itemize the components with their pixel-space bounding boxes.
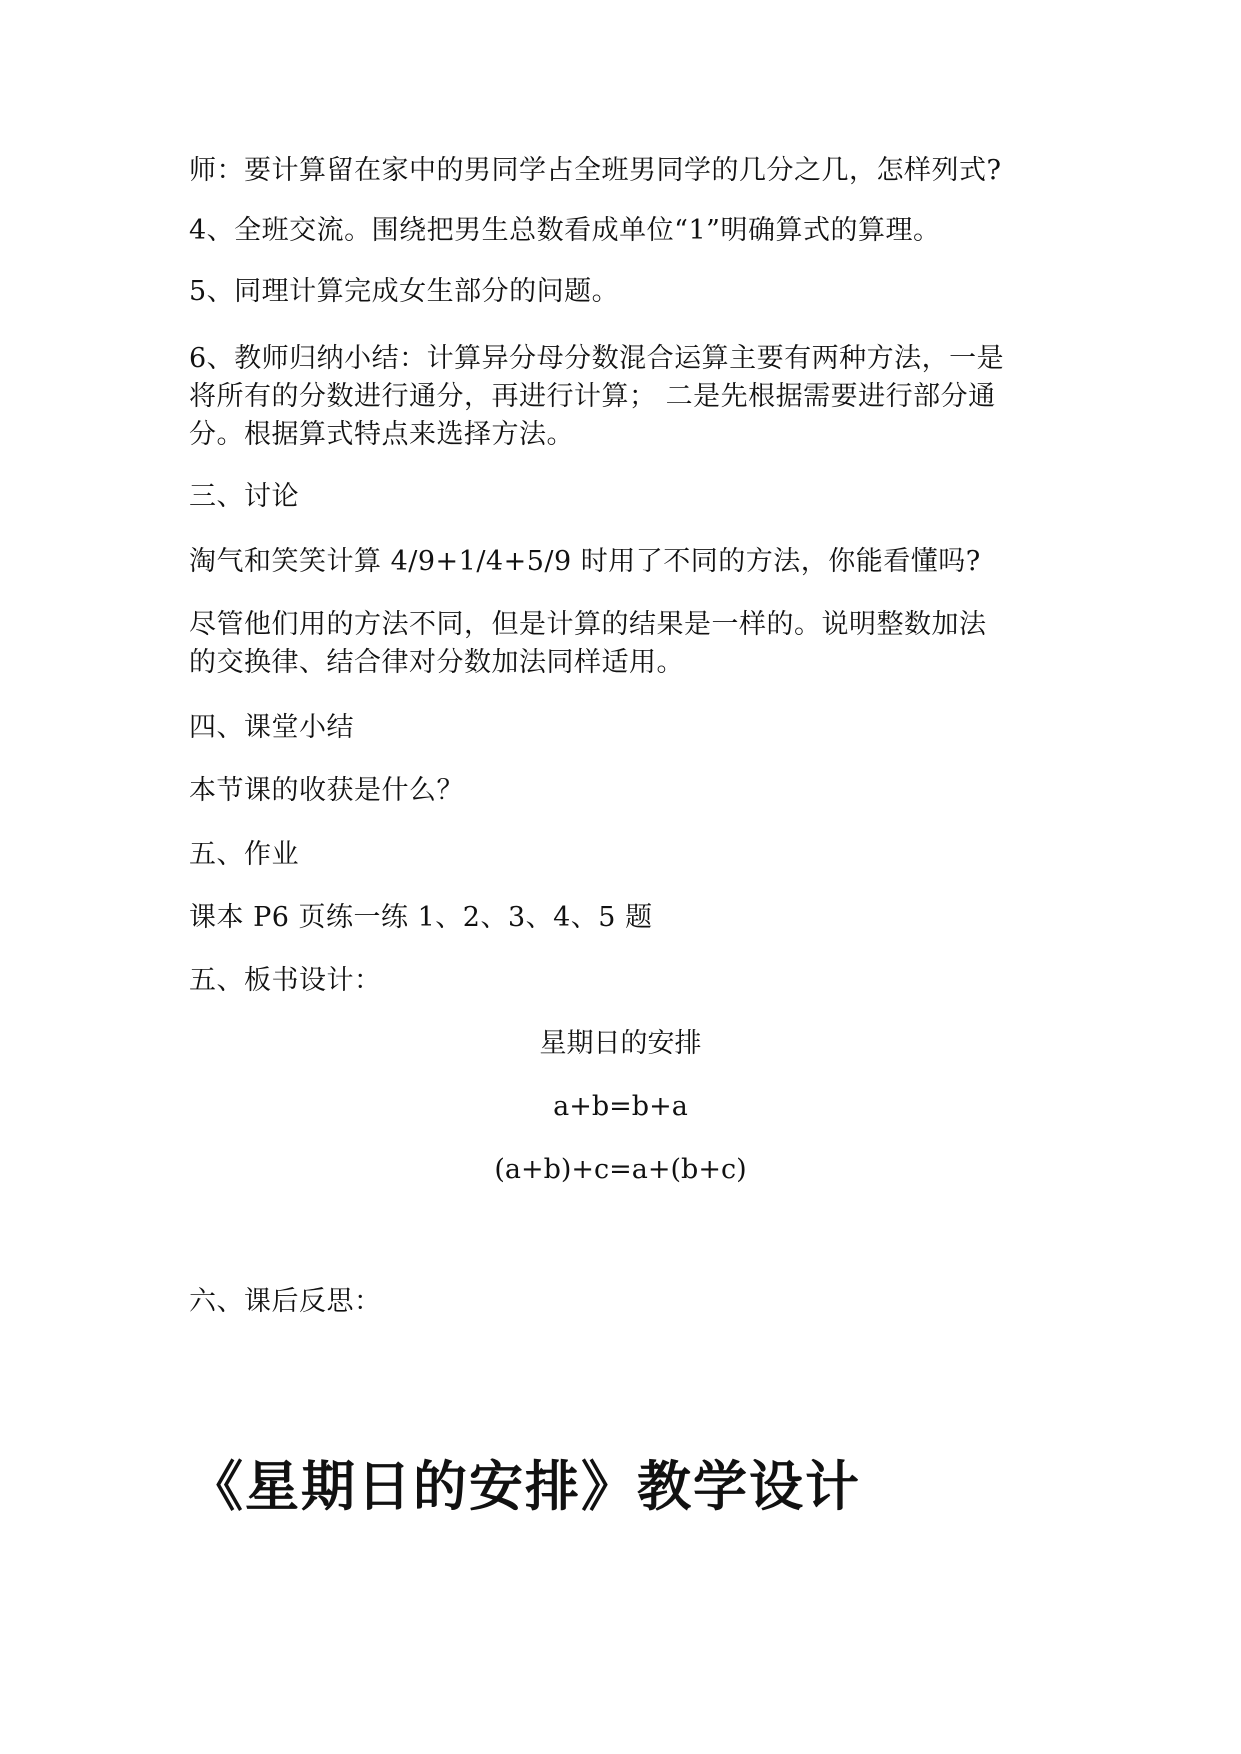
step-4: 4、全班交流。围绕把男生总数看成单位“1”明确算式的算理。	[189, 215, 941, 246]
board-formula-associative: (a+b)+c=a+(b+c)	[494, 1154, 747, 1185]
board-formula-commutative: a+b=b+a	[553, 1091, 688, 1122]
document-title: 《星期日的安排》教学设计	[189, 1455, 861, 1518]
summary-line: 6、教师归纳小结：计算异分母分数混合运算主要有两种方法，一是	[189, 343, 1005, 374]
section-4-text: 本节课的收获是什么？	[189, 775, 464, 806]
section-3-question: 淘气和笑笑计算 4/9+1/4+5/9 时用了不同的方法，你能看懂吗?	[189, 546, 981, 577]
summary-line: 将所有的分数进行通分，再进行计算； 二是先根据需要进行部分通	[189, 381, 996, 412]
board-design-heading: 五、板书设计：	[189, 965, 382, 996]
board-title: 星期日的安排	[539, 1028, 702, 1059]
step-6-summary	[189, 340, 1069, 454]
section-5-text: 课本 P6 页练一练 1、2、3、4、5 题	[189, 902, 653, 933]
summary-line: 分。根据算式特点来选择方法。	[189, 419, 574, 450]
section-5-heading: 五、作业	[189, 839, 299, 870]
section-3-heading: 三、讨论	[189, 481, 299, 512]
explanation-line: 的交换律、结合律对分数加法同样适用。	[189, 647, 684, 678]
section-6-heading: 六、课后反思：	[189, 1286, 382, 1317]
explanation-line: 尽管他们用的方法不同，但是计算的结果是一样的。说明整数加法	[189, 609, 987, 640]
section-4-heading: 四、课堂小结	[189, 712, 354, 743]
section-3-explanation	[189, 606, 1069, 682]
step-5: 5、同理计算完成女生部分的问题。	[189, 276, 620, 307]
teacher-question: 师：要计算留在家中的男同学占全班男同学的几分之几，怎样列式?	[189, 155, 1002, 186]
